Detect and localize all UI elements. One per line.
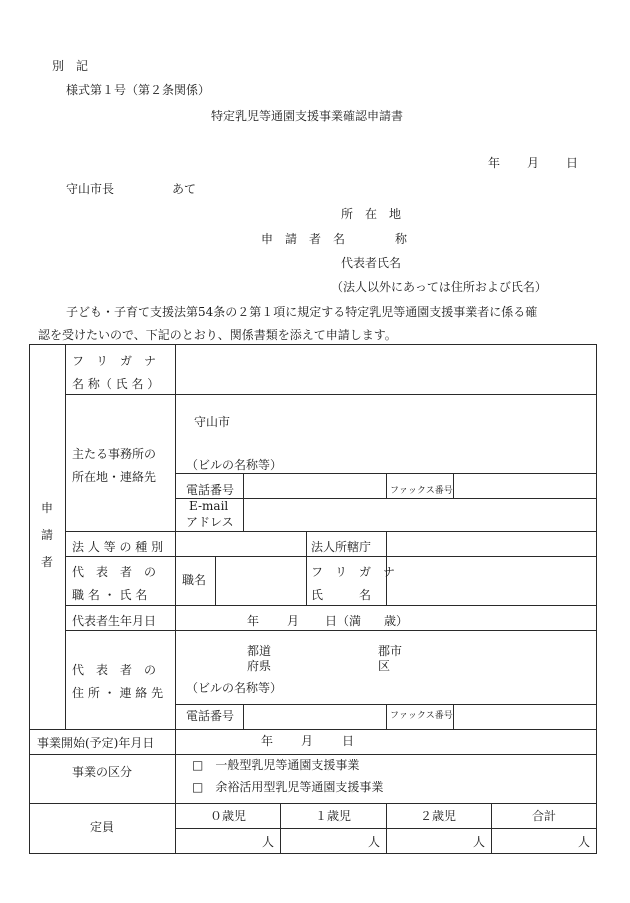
rep-fax-field[interactable]: [454, 705, 595, 728]
email-label-1: E-mail: [189, 499, 229, 513]
capacity-age-2-header: ２歳児: [420, 809, 457, 823]
representative-label: 代表者氏名: [341, 256, 402, 270]
rep-addr-label-1: 代 表 者 の: [72, 663, 157, 677]
capacity-total-field[interactable]: [492, 829, 577, 853]
name-label: 名 称（ 氏 名 ）: [72, 377, 160, 391]
fax-divider-left: [386, 473, 387, 498]
document-title: 特定乳児等通園支援事業確認申請書: [211, 109, 404, 123]
corp-type-divider: [306, 531, 307, 605]
corp-type-field[interactable]: [176, 532, 305, 555]
rep-addr-label-2: 住 所 ・ 連 絡 先: [72, 686, 164, 700]
date-day: 日: [566, 156, 579, 170]
birth-label: 代表者生年月日: [72, 614, 157, 628]
office-label-2: 所在地・連絡先: [72, 470, 157, 484]
row-line-1: [65, 394, 596, 395]
office-label-1: 主たる事務所の: [72, 447, 157, 461]
start-year: 年: [261, 734, 274, 748]
phone-label: 電話番号: [186, 483, 235, 497]
rep-address-field[interactable]: [176, 631, 595, 703]
rep-label-1: 代 表 者 の: [72, 565, 157, 579]
start-day: 日: [342, 734, 355, 748]
category-label: 事業の区分: [72, 765, 133, 779]
fax-label: ファックス番号: [390, 486, 453, 496]
capacity-age-1-field[interactable]: [281, 829, 371, 853]
side-label-3: 者: [41, 555, 54, 569]
birth-month: 月: [287, 614, 300, 628]
birth-year: 年: [247, 614, 260, 628]
office-address-field[interactable]: [240, 400, 590, 460]
rep-building-note: （ビルの名称等）: [186, 681, 283, 695]
corp-office-field[interactable]: [387, 532, 595, 555]
category-option-surplus[interactable]: □ 余裕活用型乳児等通園支援事業: [192, 780, 384, 794]
capacity-age-2-unit: 人: [473, 835, 486, 849]
applicant-label: 申 請 者 名: [261, 232, 346, 246]
capacity-age-0-unit: 人: [262, 835, 275, 849]
job-title-field[interactable]: [216, 557, 305, 604]
rep-furigana-label: フ リ ガ ナ: [311, 565, 396, 579]
start-date-field[interactable]: [176, 730, 595, 753]
row-line-10: [29, 754, 596, 755]
table-right-border: [596, 344, 597, 854]
applicant-note: （法人以外にあっては住所および氏名）: [331, 280, 547, 294]
pref-label-2: 府県: [247, 659, 272, 673]
city-prefill: 守山市: [194, 415, 231, 429]
applicant-name-suffix: 称: [395, 232, 408, 246]
capacity-age-1-unit: 人: [368, 835, 381, 849]
category-option-general[interactable]: □ 一般型乳児等通園支援事業: [192, 758, 360, 772]
side-label-divider: [65, 344, 66, 729]
rep-fax-label: ファックス番号: [390, 711, 453, 721]
form-number: 様式第１号（第２条関係）: [66, 83, 211, 97]
attached-label: 別 記: [52, 59, 89, 73]
name-field[interactable]: [176, 369, 595, 393]
email-field[interactable]: [244, 499, 595, 530]
phone-field[interactable]: [244, 474, 385, 497]
capacity-total-header: 合計: [532, 809, 557, 823]
table-bottom-border: [29, 853, 596, 854]
statement-line-1: 子ども・子育て支援法第54条の２第１項に規定する特定乳児等通園支援事業者に係る確: [66, 305, 538, 319]
capacity-label: 定員: [90, 820, 115, 834]
start-month: 月: [301, 734, 314, 748]
furigana-field[interactable]: [176, 345, 595, 368]
table-left-border: [29, 344, 30, 854]
date-month: 月: [527, 156, 540, 170]
addressee-suffix: あて: [172, 182, 197, 196]
capacity-age-2-field[interactable]: [387, 829, 477, 853]
rep-fax-divider-left: [386, 704, 387, 729]
fax-field[interactable]: [454, 474, 595, 497]
rep-phone-field[interactable]: [244, 705, 385, 728]
birth-age-suffix: 歳）: [384, 614, 409, 628]
county-label-1: 郡市: [378, 644, 403, 658]
email-label-2: アドレス: [186, 515, 234, 529]
addressee-city: 守山市長: [66, 182, 115, 196]
capacity-total-unit: 人: [578, 835, 591, 849]
label-value-divider: [175, 344, 176, 854]
pref-label-1: 都道: [247, 644, 272, 658]
rep-name-field[interactable]: [387, 557, 595, 604]
birth-day-age: 日（満: [325, 614, 362, 628]
corp-office-label: 法人所轄庁: [311, 540, 372, 554]
furigana-label: フ リ ガ ナ: [72, 354, 157, 368]
statement-line-2: 認を受けたいので、下記のとおり、関係書類を添えて申請します。: [38, 328, 397, 342]
rep-phone-label: 電話番号: [186, 709, 235, 723]
side-label-2: 請: [41, 528, 54, 542]
corp-type-label: 法 人 等 の 種 別: [72, 540, 164, 554]
capacity-age-1-header: １歳児: [315, 809, 352, 823]
side-label-1: 申: [41, 501, 54, 515]
birth-date-field[interactable]: [176, 606, 595, 629]
start-date-label: 事業開始(予定)年月日: [37, 736, 155, 750]
rep-name-label: 氏 名: [311, 588, 372, 602]
date-year: 年: [488, 156, 501, 170]
capacity-age-0-header: ０歳児: [210, 809, 247, 823]
county-label-2: 区: [378, 659, 391, 673]
capacity-age-0-field[interactable]: [176, 829, 266, 853]
building-note: （ビルの名称等）: [186, 458, 283, 472]
row-line-11: [29, 803, 596, 804]
location-label: 所 在 地: [341, 207, 402, 221]
job-title-label: 職名: [182, 573, 207, 587]
rep-label-2: 職 名 ・ 氏 名: [72, 588, 148, 602]
